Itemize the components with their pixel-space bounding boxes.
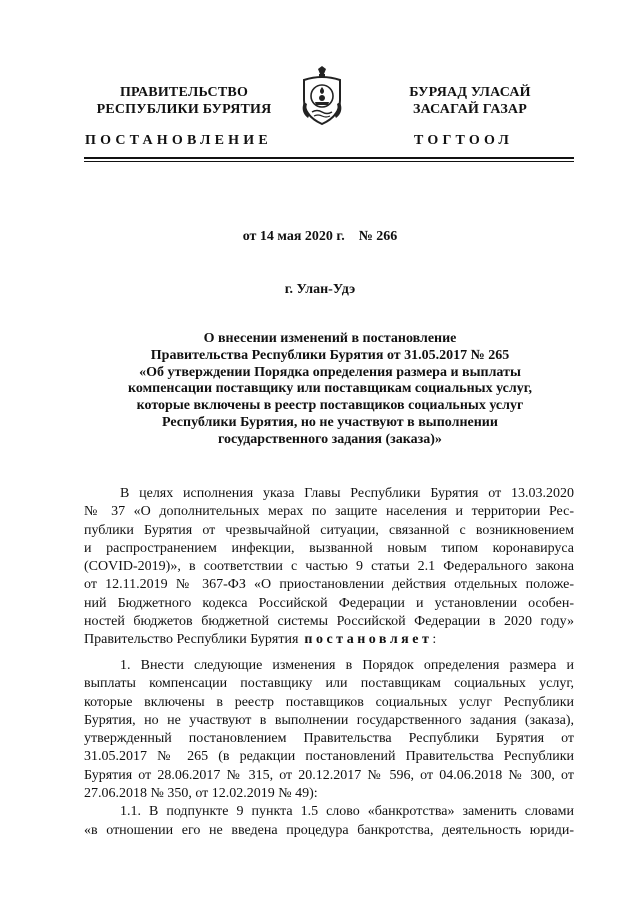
paragraph-line: «в отношении его не введена процедура банкротства, деятельность юриди- [84,822,574,838]
paragraph-line: от 12.11.2019 № 367-ФЗ «О приостановлении действия отдельных положе- [84,577,574,593]
title-line: О внесении изменений в постановление [203,331,457,346]
paragraph-line: ностей бюджетов бюджетной системы Российской Федерации в 2020 году» [84,614,574,630]
date-number-line [0,229,640,245]
coat-of-arms-icon [298,66,346,126]
paragraph-preamble [84,485,574,650]
title-line: Правительства Республики Бурятия от 31.05.2017 № 265 [150,347,510,363]
title-line: Республики Бурятия, но не участвуют в выполнении [162,414,498,430]
paragraph-line: № 37 «О дополнительных мерах по защите населения и территории Рес- [84,504,574,520]
title-line: государственного задания (заказа)» [218,431,442,447]
resolution-verb: постановляет [304,632,433,648]
paragraph-line: которые включены в реестр поставщиков социальных услуг Республики [84,694,574,710]
header-rule-thin [84,161,574,162]
paragraph-line: публики Бурятия от чрезвычайной ситуации, связанной с возникновением [84,522,574,538]
paragraph-line: 31.05.2017 № 265 (в редакции постановлений Правительства Республики [84,749,574,765]
doc-type-buryat: ТОГТООЛ [414,133,514,148]
paragraph-line: 27.06.2018 № 350, от 12.02.2019 № 49): [84,786,318,802]
paragraph-line: 1.1. В подпункте 9 пункта 1.5 слово «банкротства» заменить словами [120,804,574,820]
paragraph-line: 1. Внести следующие изменения в Порядок определения размера и [120,658,574,673]
paragraph-line: выплаты компенсации поставщику или поставщикам социальных услуг, [84,676,574,692]
paragraph-line: (COVID-2019)», в соответствии с частью 9 статьи 2.1 Федерального закона [84,559,574,575]
document-title [100,331,560,449]
header-rule-thick [84,157,574,159]
header-right-line-1: БУРЯАД УЛАСАЙ [409,85,531,100]
paragraph-line: ний Бюджетного кодекса Российской Федерации и установлении особен- [84,595,574,611]
paragraph-line: Бурятия, но не участвуют в выполнении государственного задания (заказа), [84,712,574,728]
title-line: компенсации поставщику или поставщикам социальных услуг, [127,381,533,397]
title-line: «Об утверждении Порядка определения размера и выплаты [139,364,521,380]
paragraph-item-1 [84,657,574,840]
document-date: от 14 мая 2020 г. [242,229,345,244]
header-left-line-1: ПРАВИТЕЛЬСТВО [119,85,249,100]
resolution-line [84,631,574,649]
resolution-prefix: Правительство Республики Бурятия [84,632,299,648]
header-right-block [370,84,570,118]
paragraph-line: утвержденный постановлением Правительства Республики Бурятия от [84,731,574,747]
paragraph-line: В целях исполнения указа Главы Республики Бурятия от 13.03.2020 [120,486,574,501]
document-city: г. Улан-Удэ [284,282,356,297]
paragraph-line: Бурятия от 28.06.2017 № 315, от 20.12.2017 № 596, от 04.06.2018 № 300, от [84,767,574,783]
title-line: которые включены в реестр поставщиков социальных услуг [136,398,524,414]
header-right-line-2: ЗАСАГАЙ ГАЗАР [412,102,527,117]
header-left-block [84,84,284,118]
header-left-line-2: РЕСПУБЛИКИ БУРЯТИЯ [96,102,272,117]
doc-type-russian: ПОСТАНОВЛЕНИЕ [85,133,272,148]
paragraph-line: и распространением инфекции, вызванной новым типом коронавируса [84,540,574,556]
document-number: № 266 [358,229,398,244]
resolution-suffix: : [432,632,437,648]
